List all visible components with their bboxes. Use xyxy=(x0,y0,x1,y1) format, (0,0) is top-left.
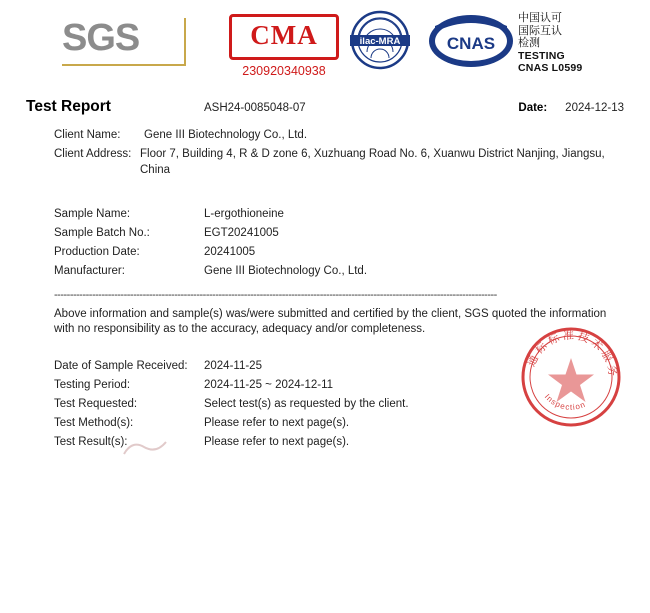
accreditation-en-line-2: CNAS L0599 xyxy=(518,62,583,74)
report-date-label: Date: xyxy=(518,102,548,114)
field-label: Sample Batch No.: xyxy=(54,227,150,239)
field-label: Date of Sample Received: xyxy=(54,360,188,372)
accreditation-text-block xyxy=(518,12,648,75)
svg-text:ilac-MRA: ilac-MRA xyxy=(359,36,401,47)
sgs-logo-text: SGS xyxy=(62,17,140,59)
field-row-test-results xyxy=(26,434,624,450)
field-row-client-address xyxy=(26,146,624,178)
sgs-logo xyxy=(62,18,182,66)
cma-logo-text: CMA xyxy=(250,20,318,50)
field-row-production-date xyxy=(26,244,624,260)
field-value: Select test(s) as requested by the client. xyxy=(204,398,409,410)
field-label: Client Name: xyxy=(54,129,121,141)
field-label: Sample Name: xyxy=(54,208,131,220)
accreditation-cn-line-3: 检测 xyxy=(518,37,540,49)
accreditation-cn-line-1: 中国认可 xyxy=(518,12,562,24)
field-label: Client Address: xyxy=(54,148,132,160)
accreditation-cn-line-2: 国际互认 xyxy=(518,24,562,37)
cma-logo xyxy=(224,14,344,78)
svg-text:Inspection: Inspection xyxy=(542,392,588,412)
field-label: Manufacturer: xyxy=(54,265,125,277)
report-sheet xyxy=(26,98,624,450)
cnas-logo xyxy=(426,12,516,70)
page-title: Test Report xyxy=(26,98,111,115)
page-corner-mark xyxy=(122,438,168,456)
sample-info-group xyxy=(26,206,624,279)
field-label: Test Result(s): xyxy=(54,436,128,448)
spacer xyxy=(26,181,624,195)
field-value: Floor 7, Building 4, R & D zone 6, Xuzhuang Road No. 6, Xuanwu District Nanjing, Jiangsu, China xyxy=(140,148,605,176)
accreditation-en-line-1: TESTING xyxy=(518,49,565,62)
cnas-logo-text: CNAS xyxy=(446,34,496,53)
field-value: 2024-11-25 xyxy=(204,360,262,372)
field-row-sample-name xyxy=(26,206,624,222)
sgs-logo-rule xyxy=(62,64,186,66)
field-value: Please refer to next page(s). xyxy=(204,417,350,429)
field-row-sample-batch-no xyxy=(26,225,624,241)
field-value: Gene III Biotechnology Co., Ltd. xyxy=(144,129,308,141)
section-divider: -------------------------------------------------------------------------------------------------------------------------------------------- xyxy=(54,289,497,301)
cma-certificate-number: 230920340938 xyxy=(242,64,326,78)
field-row-client-name xyxy=(26,127,624,143)
field-label: Test Requested: xyxy=(54,398,138,410)
field-value: 20241005 xyxy=(204,246,256,258)
field-value: Please refer to next page(s). xyxy=(204,436,350,448)
field-value: EGT20241005 xyxy=(204,227,279,239)
svg-text:通标标准技术服务: 通标标准技术服务 xyxy=(525,329,619,380)
report-number: ASH24-0085048-07 xyxy=(204,102,306,114)
field-value: 2024-11-25 ~ 2024-12-11 xyxy=(204,379,334,391)
field-row-manufacturer xyxy=(26,263,624,279)
disclaimer-text: Above information and sample(s) was/were submitted and certified by the client, SGS quoted the information with no responsibility as to the accuracy, adequacy and/or completeness. xyxy=(54,308,607,335)
ilac-mra-logo xyxy=(341,10,419,70)
certification-logo-bar xyxy=(26,0,624,92)
field-label: Test Method(s): xyxy=(54,417,134,429)
report-date-value: 2024-12-13 xyxy=(565,102,624,114)
field-label: Production Date: xyxy=(54,246,140,258)
company-stamp xyxy=(516,322,626,432)
field-label: Testing Period: xyxy=(54,379,131,391)
client-info-group xyxy=(26,127,624,178)
sgs-logo-bar xyxy=(184,18,186,66)
cma-logo-box xyxy=(229,14,339,60)
report-title-row xyxy=(26,98,624,116)
field-value: Gene III Biotechnology Co., Ltd. xyxy=(204,265,368,277)
field-value: L-ergothioneine xyxy=(204,208,284,220)
